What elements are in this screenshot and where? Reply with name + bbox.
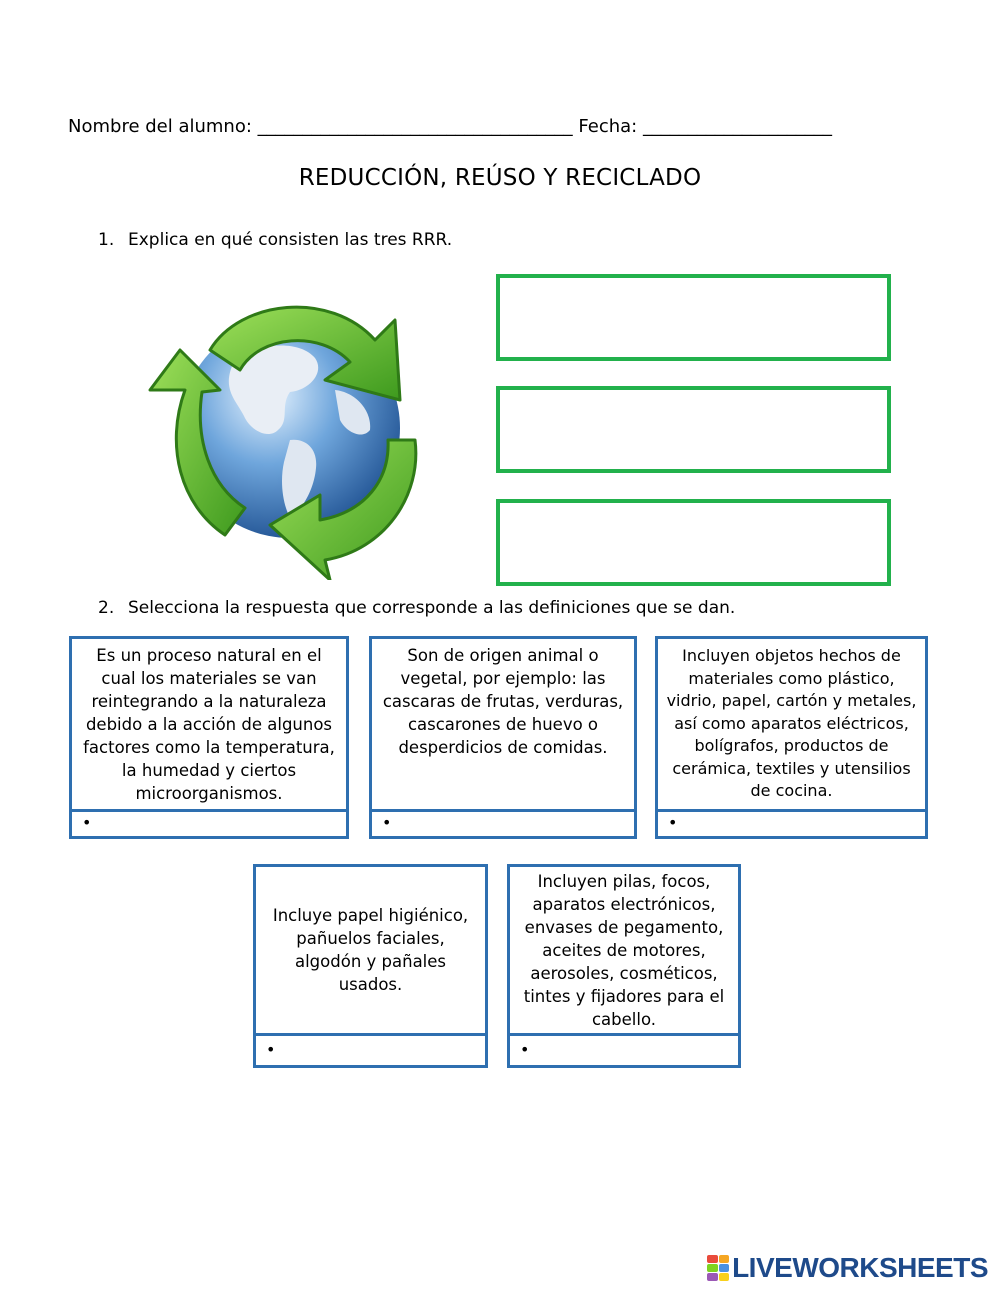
question-1 [98, 230, 452, 250]
definition-card-2 [369, 636, 637, 839]
student-name-blank: ___________________________________ [257, 116, 573, 137]
date-label: Fecha: [578, 116, 638, 137]
definition-card-3 [655, 636, 928, 839]
recycle-globe-image [140, 280, 440, 580]
answer-select-1[interactable] [72, 809, 346, 836]
definition-card-5 [507, 864, 741, 1068]
bullet: • [82, 813, 92, 832]
question-2-text: Selecciona la respuesta que corresponde a las definiciones que se dan. [128, 598, 736, 618]
rrr-answer-box-3[interactable] [496, 499, 891, 586]
student-name-label: Nombre del alumno: [68, 116, 252, 137]
student-header [68, 116, 832, 137]
liveworksheets-logo[interactable] [707, 1252, 988, 1284]
rrr-answer-box-2[interactable] [496, 386, 891, 473]
definition-card-1 [69, 636, 349, 839]
page-title: REDUCCIÓN, REÚSO Y RECICLADO [298, 165, 702, 191]
bullet: • [520, 1040, 530, 1059]
recycle-globe-icon [140, 280, 440, 580]
question-2-number: 2. [98, 598, 115, 618]
bullet: • [266, 1040, 276, 1059]
definition-text: Incluye papel higiénico, pañuelos faciales, algodón y pañales usados. [272, 906, 469, 994]
question-2 [98, 598, 735, 618]
answer-select-2[interactable] [372, 809, 634, 836]
answer-select-4[interactable] [256, 1033, 485, 1065]
rrr-answer-box-1[interactable] [496, 274, 891, 361]
definition-text: Es un proceso natural en el cual los materiales se van reintegrando a la naturaleza debido a la acción de algunos factores como la temperatura, la humedad y ciertos microorganismos. [83, 645, 335, 803]
definition-card-4 [253, 864, 488, 1068]
definition-text: Incluyen pilas, focos, aparatos electrónicos, envases de pegamento, aceites de motores, aerosoles, cosméticos, tintes y fijadores para el cabello. [523, 871, 725, 1029]
liveworksheets-logo-icon [707, 1255, 729, 1281]
question-1-number: 1. [98, 230, 115, 250]
bullet: • [668, 813, 678, 832]
date-blank: _____________________ [642, 116, 832, 137]
bullet: • [382, 813, 392, 832]
answer-select-5[interactable] [510, 1033, 738, 1065]
question-1-text: Explica en qué consisten las tres RRR. [128, 230, 453, 250]
answer-select-3[interactable] [658, 809, 925, 836]
definition-text: Son de origen animal o vegetal, por ejemplo: las cascaras de frutas, verduras, cascarones de huevo o desperdicios de comidas. [382, 646, 624, 757]
definition-text: Incluyen objetos hechos de materiales como plástico, vidrio, papel, cartón y metales, así como aparatos eléctricos, bolígrafos, productos de cerámica, textiles y utensilios de cocina. [666, 646, 917, 801]
logo-text: LIVEWORKSHEETS [732, 1252, 988, 1283]
